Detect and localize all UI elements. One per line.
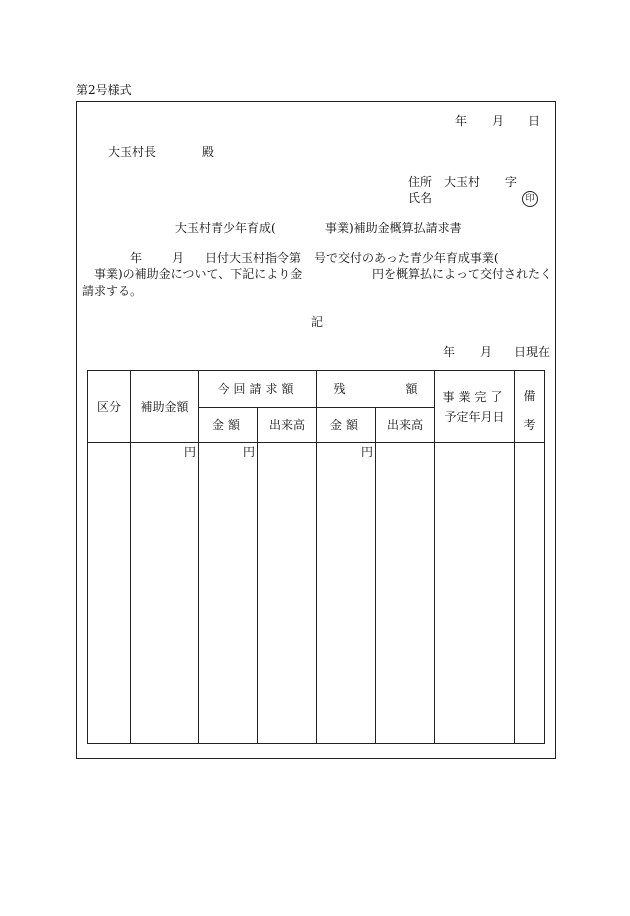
cell-current-progress <box>258 443 317 744</box>
subheader-balance-amount: 金額 <box>317 408 376 443</box>
claim-table <box>87 370 545 744</box>
cell-balance-progress <box>376 443 435 744</box>
body-line1-end: 号で交付のあった青少年育成事業( <box>314 251 499 265</box>
header-subsidy-amount: 補助金額 <box>131 371 199 443</box>
cell-current-amount: 円 <box>199 443 258 744</box>
body-year-label: 年 <box>130 251 143 265</box>
body-month-label: 月 <box>172 251 185 265</box>
header-completion-line2: 予定年月日 <box>444 409 505 424</box>
doc-title-prefix: 大玉村青少年育成( <box>175 221 276 235</box>
address-label: 住所 <box>408 175 433 189</box>
header-remarks-line2: 考 <box>523 417 536 432</box>
cell-completion-date <box>435 443 515 744</box>
cell-balance-amount: 円 <box>317 443 376 744</box>
subheader-current-amount: 金額 <box>199 408 258 443</box>
body-line1-middle: 日付大玉村指令第 <box>205 251 302 265</box>
doc-title-suffix: 事業)補助金概算払請求書 <box>325 221 462 235</box>
asof-year-label: 年 <box>443 345 456 359</box>
date-year-label: 年 <box>455 114 468 128</box>
header-completion-date <box>435 371 515 443</box>
header-balance-left: 残 <box>333 382 346 396</box>
asof-month-label: 月 <box>480 345 493 359</box>
header-current-request: 今回請求額 <box>199 371 317 408</box>
date-day-label: 日 <box>528 114 541 128</box>
cell-category <box>88 443 131 744</box>
seal-mark: 印 <box>522 191 538 207</box>
subheader-balance-progress: 出来高 <box>376 408 435 443</box>
header-remarks <box>515 371 545 443</box>
address-village: 大玉村 <box>444 175 481 189</box>
body-line2-start: 事業)の補助金について、下記により金 <box>94 267 303 281</box>
addressee-name: 大玉村長 <box>108 145 157 159</box>
asof-day-label: 日現在 <box>514 345 551 359</box>
ki-marker: 記 <box>311 315 324 329</box>
body-line3: 請求する。 <box>82 284 143 298</box>
header-balance-right: 額 <box>405 382 418 396</box>
header-balance <box>317 371 435 408</box>
cell-subsidy-amount: 円 <box>131 443 199 744</box>
form-number: 第2号様式 <box>76 83 132 97</box>
date-month-label: 月 <box>492 114 505 128</box>
name-label: 氏名 <box>408 191 433 205</box>
body-line2-end: 円を概算払によって交付されたく <box>372 267 553 281</box>
subheader-current-progress: 出来高 <box>258 408 317 443</box>
cell-remarks <box>515 443 545 744</box>
address-aza: 字 <box>505 175 518 189</box>
addressee-honorific: 殿 <box>202 145 215 159</box>
header-category: 区分 <box>88 371 131 443</box>
header-remarks-line1: 備 <box>523 388 536 403</box>
header-completion-line1: 事業完了 <box>442 389 507 404</box>
